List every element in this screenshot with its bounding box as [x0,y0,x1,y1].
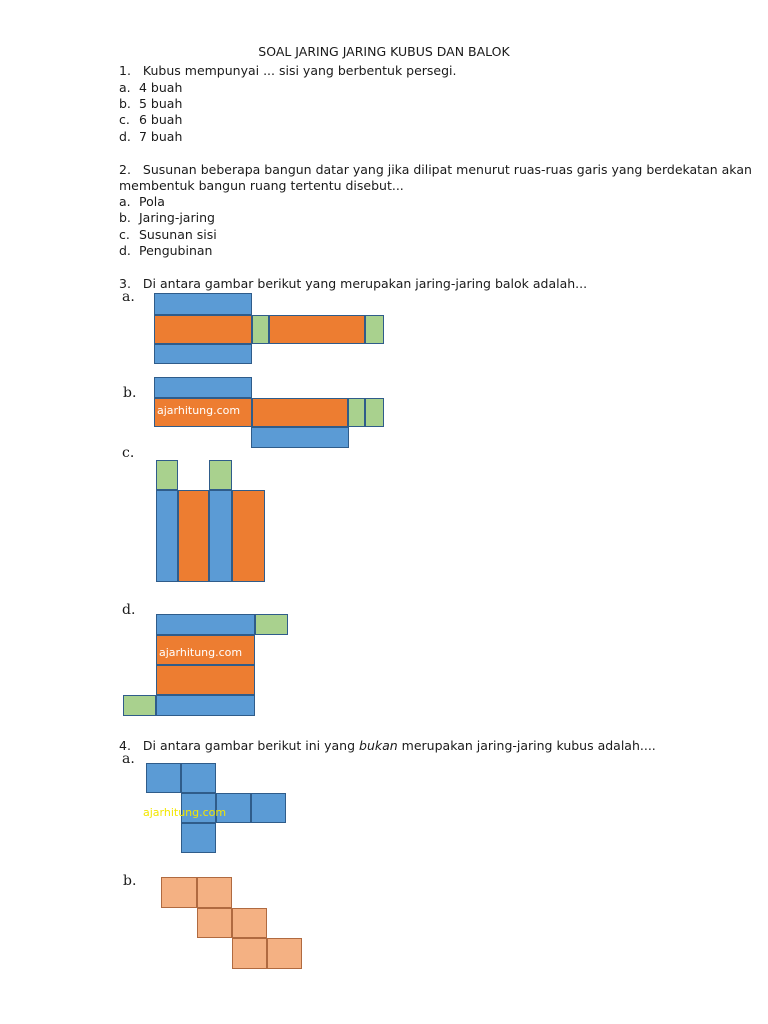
net-face [156,490,178,582]
net-face [251,793,286,823]
option-2b: b. Jaring-jaring [119,210,215,225]
net-face [348,398,365,427]
net-face [269,315,365,344]
net-face [232,908,267,938]
question-number: 1. [119,63,131,78]
option-2d: d. Pengubinan [119,243,213,258]
question-2 [119,162,752,177]
question-text: Di antara gambar berikut yang merupakan jaring-jaring balok adalah... [142,276,588,291]
net-face [156,460,178,490]
watermark: ajarhitung.com [157,404,241,417]
net-face [146,763,181,793]
figure-label-3b: b. [123,385,137,401]
net-face [209,460,232,490]
net-face [154,377,252,398]
figure-label-3d: d. [122,602,136,618]
net-face [156,614,255,635]
question-number: 3. [119,276,131,291]
net-face [161,877,197,908]
net-face [156,665,255,695]
figure-label-3c: c. [122,445,135,461]
watermark: ajarhitung.com [143,806,227,819]
question-number: 4. [119,738,131,753]
net-face [123,695,156,716]
net-face [181,763,216,793]
watermark: ajarhitung.com [159,646,243,659]
question-text-after: merupakan jaring-jaring kubus adalah.... [397,738,656,753]
option-1c: c. 6 buah [119,112,183,127]
question-number: 2. [119,162,131,177]
question-4 [119,738,656,753]
page-title: SOAL JARING JARING KUBUS DAN BALOK [258,44,510,59]
net-face [267,938,302,969]
question-1 [119,63,457,78]
option-1a: a. 4 buah [119,80,183,95]
net-face [197,877,232,908]
question-3 [119,276,587,291]
net-face [232,490,265,582]
question-text: Kubus mempunyai ... sisi yang berbentuk persegi. [142,63,457,78]
net-face [252,315,269,344]
figure-label-3a: a. [122,289,135,305]
net-face [154,315,252,344]
net-face [154,344,252,364]
net-face [365,315,384,344]
option-1d: d. 7 buah [119,129,183,144]
option-2a: a. Pola [119,194,165,209]
option-2c: c. Susunan sisi [119,227,217,242]
option-1b: b. 5 buah [119,96,183,111]
net-face [209,490,232,582]
figure-label-4a: a. [122,751,135,767]
question-text-before: Di antara gambar berikut ini yang [142,738,360,753]
net-face [252,398,348,427]
net-face [181,823,216,853]
net-face [154,293,252,315]
question-text: Susunan beberapa bangun datar yang jika dilipat menurut ruas-ruas garis yang berdekatan akan [142,162,752,177]
net-face [251,427,349,448]
net-face [255,614,288,635]
question-text-emphasis: bukan [359,738,398,753]
question-2-line2: membentuk bangun ruang tertentu disebut... [119,178,404,193]
net-face [232,938,267,969]
net-face [197,908,232,938]
figure-label-4b: b. [123,873,137,889]
net-face [365,398,384,427]
net-face [178,490,209,582]
net-face [156,695,255,716]
